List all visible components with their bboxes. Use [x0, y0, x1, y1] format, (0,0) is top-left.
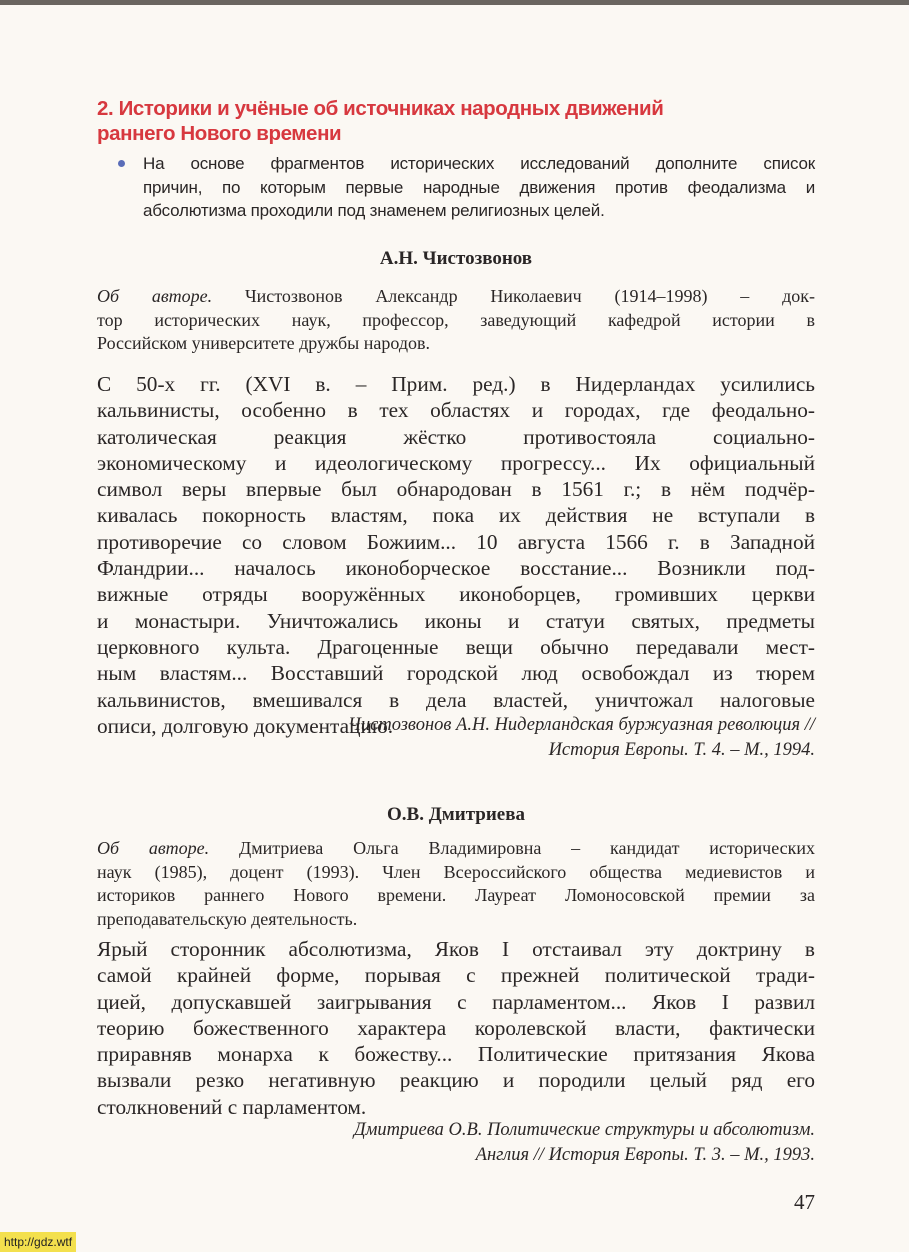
- text-line: символ веры впервые был обнародован в 1561 г.; в нём подчёр-: [97, 477, 815, 502]
- task-line: причин, по которым первые народные движения против феодализма и: [143, 177, 815, 197]
- text-line: столкновений с парламентом.: [97, 1094, 367, 1119]
- page-number: 47: [794, 1190, 815, 1214]
- bullet-icon: [118, 160, 125, 167]
- section-heading: [97, 96, 815, 146]
- page-top-edge: [0, 0, 909, 5]
- about-line: Российском университете дружбы народов.: [97, 333, 430, 354]
- about-line: Чистозвонов Александр Николаевич (1914–1998) – док-: [244, 286, 815, 306]
- text-line: С 50-х гг. (XVI в. – Прим. ред.) в Нидерландах усилились: [97, 372, 815, 396]
- about-label: Об авторе.: [97, 286, 213, 306]
- text-line: цией, допускавшей заигрывания с парламентом... Яков I развил: [97, 989, 815, 1014]
- author1-name: А.Н. Чистозвонов: [379, 248, 533, 269]
- task-text: [143, 152, 815, 223]
- about-label: Об авторе.: [97, 838, 210, 858]
- author1-citation: [97, 713, 815, 762]
- task-line: На основе фрагментов исторических исследований дополните список: [143, 154, 815, 173]
- citation-line: Англия // История Европы. Т. 3. – М., 1993.: [475, 1144, 815, 1165]
- text-line: кивалась покорность властям, пока их действия не вступали в: [97, 503, 815, 528]
- citation-line: История Европы. Т. 4. – М., 1994.: [548, 739, 815, 760]
- text-line: самой крайней форме, порывая с прежней политической тради-: [97, 963, 815, 988]
- text-line: церковного культа. Драгоценные вещи обычно передавали мест-: [97, 634, 815, 659]
- citation-line: Чистозвонов А.Н. Нидерландская буржуазная революция //: [348, 715, 815, 735]
- about-line: наук (1985), доцент (1993). Член Всероссийского общества медиевистов и: [97, 861, 815, 882]
- heading-line: 2. Историки и учёные об источниках народных движений: [97, 97, 664, 120]
- text-line: описи, долговую документацию.: [97, 713, 394, 738]
- citation-line: Дмитриева О.В. Политические структуры и абсолютизм.: [353, 1120, 815, 1140]
- text-line: и монастыри. Уничтожались иконы и статуи святых, предметы: [97, 608, 815, 633]
- text-line: Фландрии... началось иконоборческое восстание... Возникли под-: [97, 556, 815, 581]
- author2-name: О.В. Дмитриева: [387, 804, 525, 825]
- text-line: противоречие со словом Божиим... 10 августа 1566 г. в Западной: [97, 529, 815, 554]
- text-line: теорию божественного характера королевской власти, фактически: [97, 1015, 815, 1040]
- text-line: католическая реакция жёстко противостояла социально-: [97, 424, 815, 449]
- text-line: кальвинистов, вмешивался в дела властей, уничтожал налоговые: [97, 687, 815, 712]
- heading-line: раннего Нового времени: [97, 122, 342, 145]
- author2-about: [97, 837, 815, 932]
- author2-citation: [97, 1118, 815, 1167]
- about-line: преподавательскую деятельность.: [97, 909, 358, 930]
- watermark-link[interactable]: http://gdz.wtf: [0, 1232, 76, 1252]
- text-line: кальвинисты, особенно в тех областях и городах, где феодально-: [97, 398, 815, 423]
- author2-text: [97, 936, 815, 1120]
- text-line: Ярый сторонник абсолютизма, Яков I отстаивал эту доктрину в: [97, 937, 815, 961]
- about-line: Дмитриева Ольга Владимировна – кандидат исторических: [239, 838, 815, 858]
- text-line: экономическому и идеологическому прогрессу... Их официальный: [97, 450, 815, 475]
- about-line: тор исторических наук, профессор, заведующий кафедрой истории в: [97, 309, 815, 330]
- text-line: приравняв монарха к божеству... Политические притязания Якова: [97, 1042, 815, 1067]
- task-line: абсолютизма проходили под знаменем религиозных целей.: [143, 201, 605, 220]
- text-line: ным властям... Восставший городской люд освобождал из тюрем: [97, 661, 815, 686]
- author1-text: [97, 371, 815, 739]
- author1-about: [97, 285, 815, 356]
- about-line: историков раннего Нового времени. Лауреат Ломоносовской премии за: [97, 885, 815, 906]
- text-line: вызвали резко негативную реакцию и породили целый ряд его: [97, 1068, 815, 1093]
- text-line: вижные отряды вооружённых иконоборцев, громивших церкви: [97, 582, 815, 607]
